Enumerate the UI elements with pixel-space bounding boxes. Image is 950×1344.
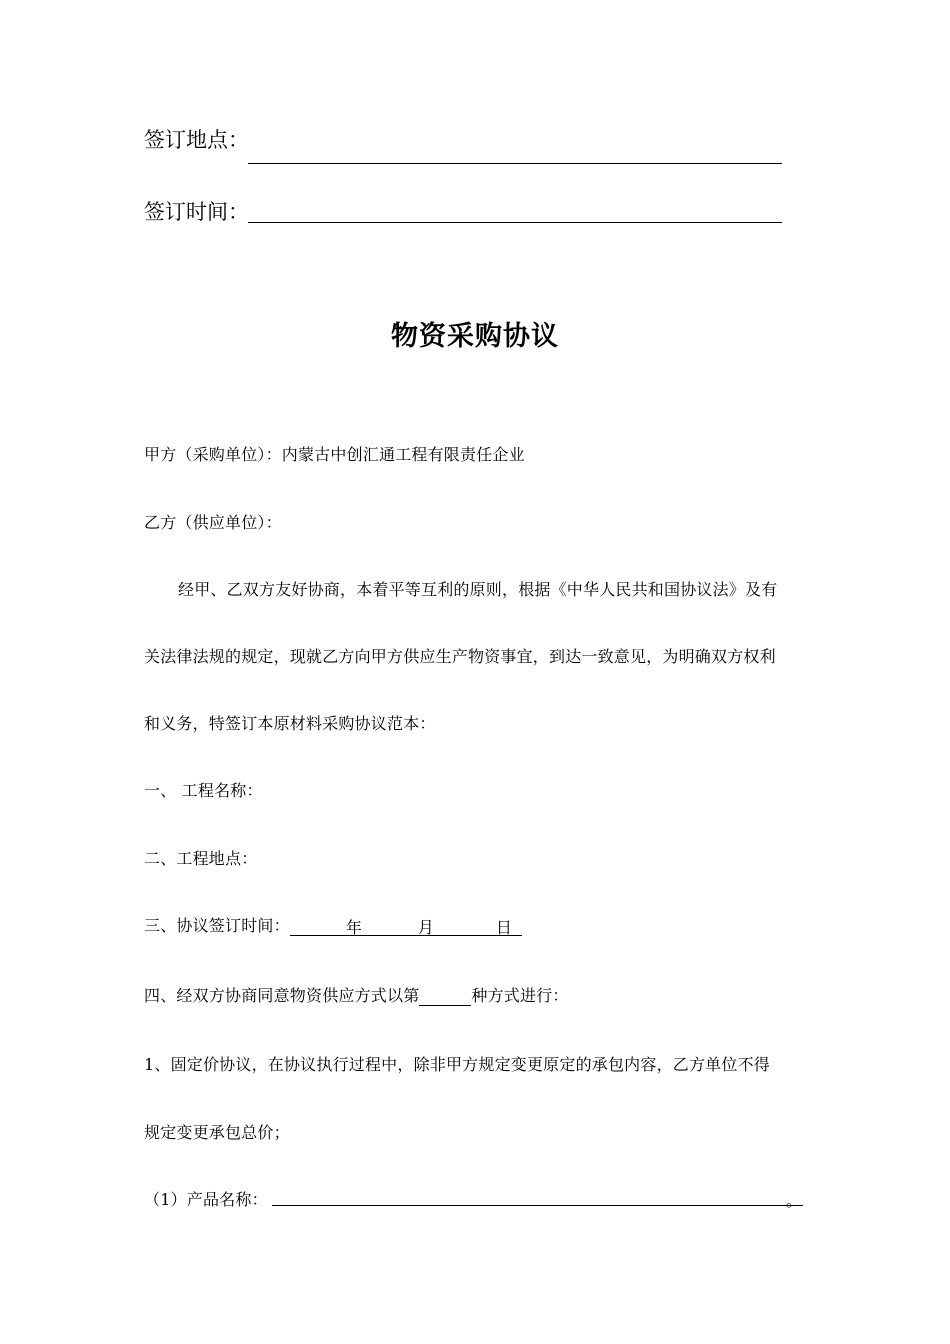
item-supply-method bbox=[144, 983, 569, 1006]
document-title: 物资采购协议 bbox=[391, 321, 559, 352]
sign-date-blank bbox=[290, 915, 522, 936]
signing-place-line bbox=[248, 163, 782, 164]
supply-method-blank bbox=[419, 989, 471, 1006]
intro-line-2: 关法律法规的规定，现就乙方向甲方供应生产物资事宜，到达一致意见，为明确双方权利 bbox=[144, 647, 776, 666]
product-name-label: （1）产品名称： bbox=[144, 1190, 268, 1209]
clause-1-line-1: 1、固定价协议，在协议执行过程中，除非甲方规定变更原定的承包内容，乙方单位不得 bbox=[144, 1055, 770, 1074]
sign-date-day: 日 bbox=[495, 918, 513, 937]
supply-method-post: 种方式进行： bbox=[471, 986, 569, 1005]
item-project-location: 二、工程地点： bbox=[144, 849, 258, 868]
signing-time-label: 签订时间： bbox=[144, 200, 249, 224]
sign-date-month: 月 bbox=[417, 918, 435, 937]
intro-line-3: 和义务，特签订本原材料采购协议范本： bbox=[144, 714, 436, 733]
party-b-line: 乙方（供应单位）： bbox=[144, 513, 282, 532]
product-name-line bbox=[272, 1205, 803, 1206]
clause-1-line-2: 规定变更承包总价； bbox=[144, 1123, 290, 1142]
item-project-name: 一、 工程名称： bbox=[144, 781, 263, 800]
item-sign-date-label: 三、协议签订时间： bbox=[144, 916, 290, 935]
sign-date-year: 年 bbox=[345, 918, 363, 937]
signing-time-line bbox=[248, 222, 782, 223]
intro-line-1: 经甲、乙双方友好协商，本着平等互利的原则，根据《中华人民共和国协议法》及有 bbox=[178, 580, 778, 599]
product-name-end-mark: 。 bbox=[786, 1191, 803, 1210]
party-a-line: 甲方（采购单位）：内蒙古中创汇通工程有限责任企业 bbox=[144, 445, 525, 464]
item-sign-date bbox=[144, 913, 522, 936]
signing-place-label: 签订地点： bbox=[144, 128, 249, 152]
supply-method-pre: 四、经双方协商同意物资供应方式以第 bbox=[144, 986, 420, 1005]
